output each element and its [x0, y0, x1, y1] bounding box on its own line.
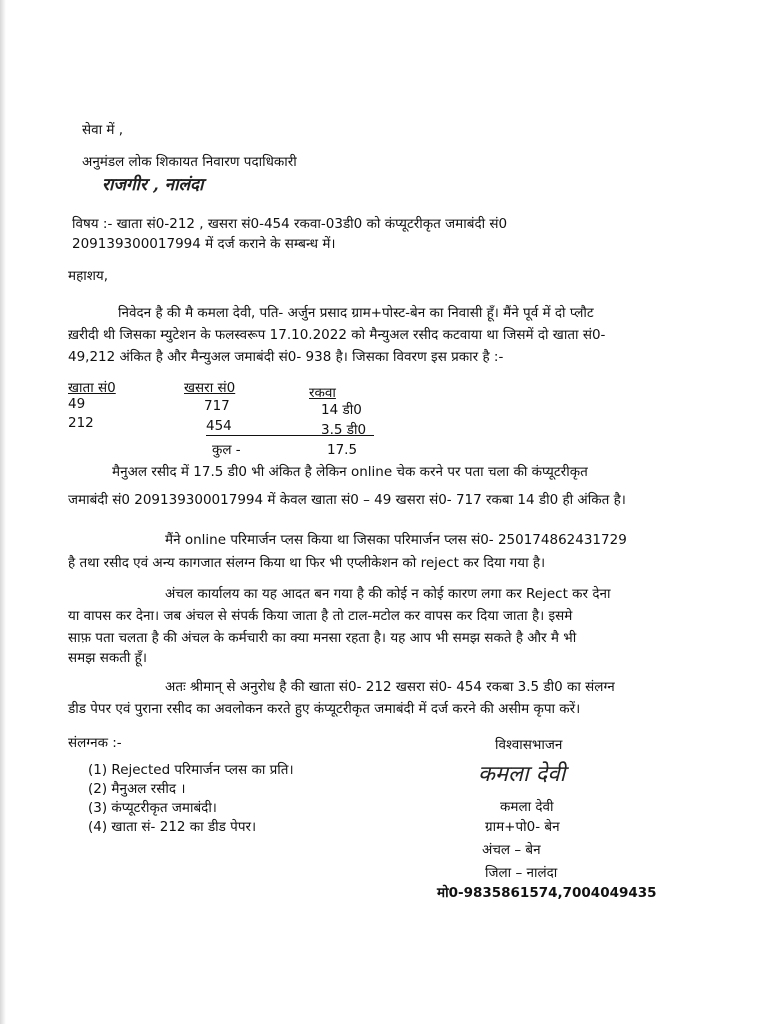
enclosure-item: (1) Rejected परिमार्जन प्लस का प्रति।	[88, 762, 294, 778]
sender-name: कमला देवी	[500, 799, 554, 815]
table-total-label: कुल -	[212, 442, 241, 458]
sender-anchal: अंचल – बेन	[482, 842, 541, 858]
enclosure-item: (3) कंप्यूटरीकृत जमाबंदी।	[88, 800, 217, 816]
addressee-place-handwritten: राजगीर , नालंदा	[102, 175, 204, 195]
table-cell-khata: 49	[68, 396, 86, 412]
para3-line-1: मैंने online परिमार्जन प्लस किया था जिसका परिमार्जन प्लस सं0- 250174862431729	[165, 532, 627, 548]
para5-line-1: अतः श्रीमान् से अनुरोध है की खाता सं0- 212 खसरा सं0- 454 रकबा 3.5 डी0 का संलग्न	[165, 679, 615, 695]
table-cell-khasra: 454	[206, 418, 232, 434]
salutation-to: सेवा में ,	[82, 122, 124, 138]
para1-line-2: ख़रीदी थी जिसका म्युटेशन के फलस्वरूप 17.10.2022 को मैन्युअल रसीद कटवाया था जिसमें दो खाता सं0-	[68, 327, 606, 343]
subject-line-2: 209139300017994 में दर्ज कराने के सम्बन्ध में।	[72, 236, 336, 252]
enclosures-label: संलग्नक :-	[68, 735, 122, 751]
addressee-designation: अनुमंडल लोक शिकायत निवारण पदाधिकारी	[82, 154, 297, 170]
sender-mobile: मो0-9835861574,7004049435	[437, 885, 657, 901]
table-total-value: 17.5	[327, 442, 358, 458]
enclosure-item: (2) मैनुअल रसीद ।	[88, 781, 186, 797]
table-cell-rakwa: 3.5 डी0	[321, 422, 367, 438]
para2-line-1: मैनुअल रसीद में 17.5 डी0 भी अंकित है लेकिन online चेक करने पर पता चला की कंप्यूटरीकृत	[112, 464, 588, 480]
closing-label: विश्वासभाजन	[495, 737, 563, 753]
table-cell-khata: 212	[68, 415, 94, 431]
table-header-khata: खाता सं0	[68, 380, 116, 396]
para2-line-2: जमाबंदी सं0 209139300017994 में केवल खाता सं0 – 49 खसरा सं0- 717 रकबा 14 डी0 ही अंकित है।	[68, 492, 626, 508]
sender-district: जिला – नालंदा	[485, 865, 558, 881]
table-header-khasra: खसरा सं0	[184, 380, 236, 396]
para4-line-3: साफ़ पता चलता है की अंचल के कर्मचारी का क्या मनसा रहता है। यह आप भी समझ सकते है और मै भी	[68, 630, 577, 646]
table-cell-rakwa: 14 डी0	[321, 402, 362, 418]
para3-line-2: है तथा रसीद एवं अन्य कागजात संलग्न किया था फिर भी एप्लीकेशन को reject कर दिया गया है।	[68, 555, 546, 571]
enclosure-item: (4) खाता सं- 212 का डीड पेपर।	[88, 819, 257, 835]
para4-line-1: अंचल कार्यालय का यह आदत बन गया है की कोई न कोई कारण लगा कर Reject कर देना	[165, 586, 611, 602]
table-header-rakwa: रकवा	[309, 385, 336, 401]
greeting: महाशय,	[68, 268, 109, 284]
para4-line-2: या वापस कर देना। जब अंचल से संपर्क किया जाता है तो टाल-मटोल कर वापस कर दिया जाता है। इसमे	[68, 608, 573, 624]
scan-edge-shadow	[0, 0, 6, 1024]
para1-line-1: निवेदन है की मै कमला देवी, पति- अर्जुन प्रसाद ग्राम+पोस्ट-बेन का निवासी हूँ। मैंने पूर्व में दो प्लौट	[118, 305, 594, 321]
table-total-rule	[206, 435, 374, 436]
para5-line-2: डीड पेपर एवं पुराना रसीद का अवलोकन करते हुए कंप्यूटरीकृत जमाबंदी में दर्ज करने की असीम कृपा करें।	[68, 701, 581, 717]
sender-village: ग्राम+पो0- बेन	[485, 819, 560, 835]
table-cell-khasra: 717	[204, 398, 230, 414]
para1-line-3: 49,212 अंकित है और मैन्युअल जमाबंदी सं0- 938 है। जिसका विवरण इस प्रकार है :-	[68, 349, 504, 365]
signature-handwritten: कमला देवी	[478, 762, 566, 787]
subject-line-1: विषय :- खाता सं0-212 , खसरा सं0-454 रकवा-03डी0 को कंप्यूटरीकृत जमाबंदी सं0	[72, 216, 508, 232]
para4-line-4: समझ सकती हूँ।	[68, 650, 147, 666]
